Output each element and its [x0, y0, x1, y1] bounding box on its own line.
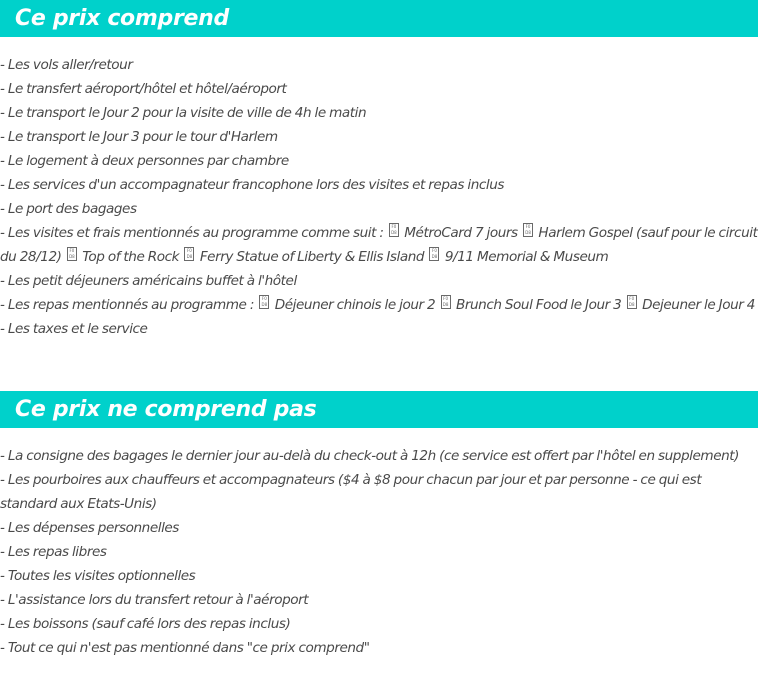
list-item: - Le transfert aéroport/hôtel et hôtel/aéroport — [0, 81, 287, 97]
missing-glyph-icon: F0 D8 — [67, 247, 77, 261]
not-included-heading: Ce prix ne comprend pas — [0, 391, 758, 428]
meals-prefix: - Les repas mentionnés au programme : — [0, 297, 254, 313]
visits-prefix: - Les visites et frais mentionnés au programme comme suit : — [0, 225, 384, 241]
missing-glyph-icon: F0 D8 — [389, 223, 399, 237]
missing-glyph-icon: F0 D8 — [184, 247, 194, 261]
list-item: - Les dépenses personnelles — [0, 520, 179, 536]
list-item: - Le transport le Jour 3 pour le tour d'Harlem — [0, 129, 278, 145]
missing-glyph-icon: F0 D8 — [627, 295, 637, 309]
list-item: - Les repas libres — [0, 544, 107, 560]
visit-entry: Ferry Statue of Liberty & Ellis Island — [199, 249, 425, 265]
list-item: - Les petit déjeuners américains buffet à l'hôtel — [0, 273, 297, 289]
list-item: - Les taxes et le service — [0, 321, 148, 337]
visit-entry: 9/11 Memorial & Museum — [444, 249, 609, 265]
list-item: - Le transport le Jour 2 pour la visite de ville de 4h le matin — [0, 105, 367, 121]
list-item: - Tout ce qui n'est pas mentionné dans "ce prix comprend" — [0, 640, 370, 656]
missing-glyph-icon: F0 D8 — [259, 295, 269, 309]
list-item: - Les pourboires aux chauffeurs et accompagnateurs ($4 à $8 pour chacun par jour et par personne - ce qui est standard aux Etats-Unis) — [0, 472, 702, 512]
missing-glyph-icon: F0 D8 — [441, 295, 451, 309]
meal-entry: Brunch Soul Food le Jour 3 — [455, 297, 622, 313]
visit-entry: Harlem Gospel (sauf pour le circuit du 28/12) — [0, 225, 758, 265]
list-item: - Le port des bagages — [0, 201, 137, 217]
missing-glyph-icon: F0 D8 — [429, 247, 439, 261]
meal-entry: Déjeuner chinois le jour 2 — [274, 297, 436, 313]
list-item: - Les services d'un accompagnateur francophone lors des visites et repas inclus — [0, 177, 505, 193]
not-included-list — [0, 444, 758, 660]
included-list — [0, 53, 758, 341]
list-item-visits — [0, 221, 758, 269]
list-item: - Les vols aller/retour — [0, 57, 133, 73]
visit-entry: MétroCard 7 jours — [404, 225, 518, 241]
included-heading: Ce prix comprend — [0, 0, 758, 37]
list-item-meals — [0, 293, 758, 317]
meal-entry: Dejeuner le Jour 4 — [642, 297, 755, 313]
list-item: - Les boissons (sauf café lors des repas inclus) — [0, 616, 291, 632]
not-included-section — [0, 391, 758, 660]
missing-glyph-icon: F0 D8 — [523, 223, 533, 237]
list-item: - La consigne des bagages le dernier jour au-delà du check-out à 12h (ce service est offert par l'hôtel en supplement) — [0, 448, 740, 464]
list-item: - Toutes les visites optionnelles — [0, 568, 196, 584]
list-item: - Le logement à deux personnes par chambre — [0, 153, 289, 169]
list-item: - L'assistance lors du transfert retour à l'aéroport — [0, 592, 309, 608]
visit-entry: Top of the Rock — [82, 249, 180, 265]
